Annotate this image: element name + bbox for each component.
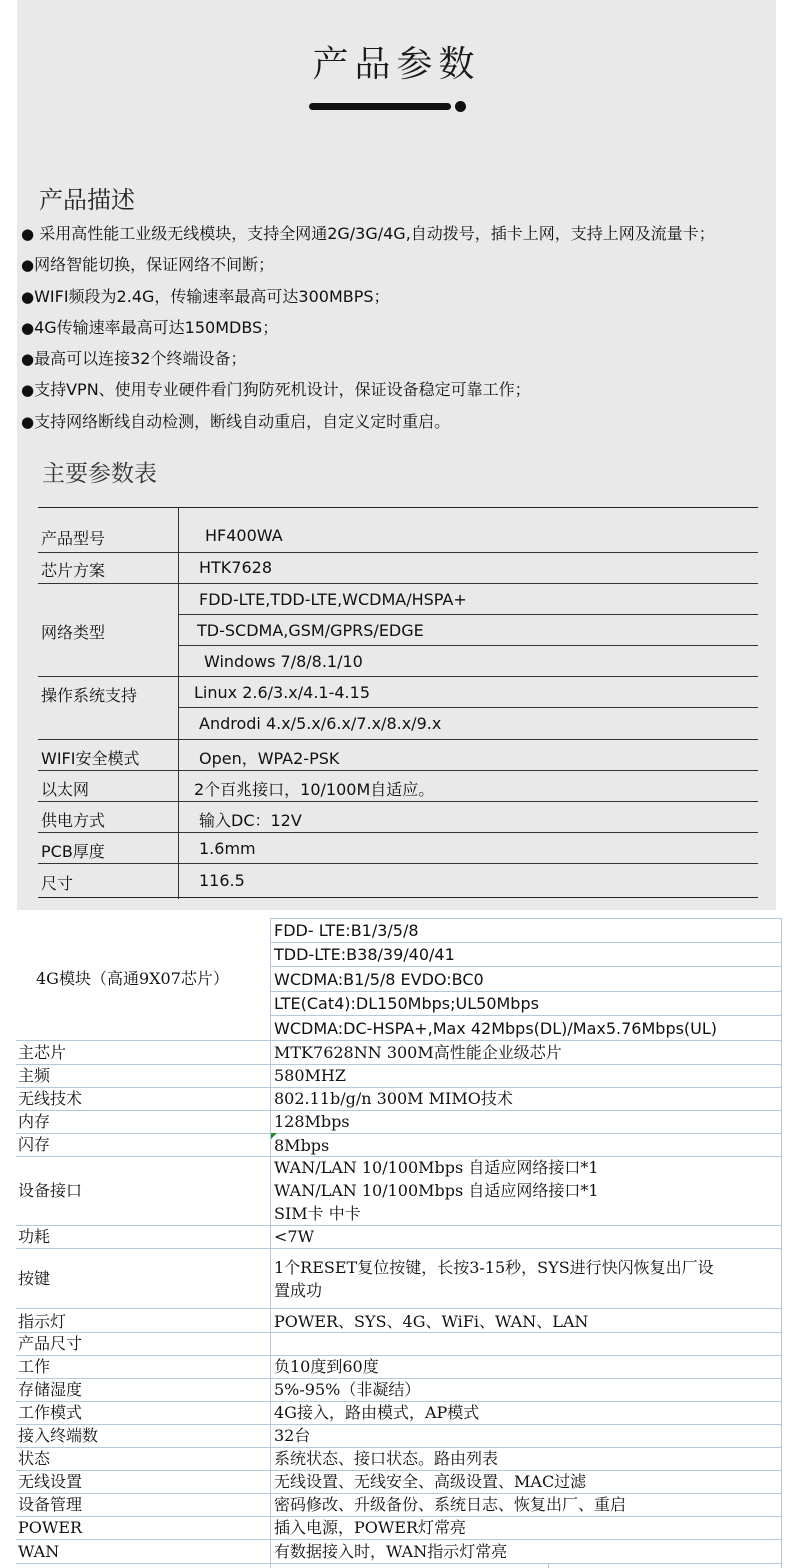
main-chip-label: 主芯片: [18, 1043, 67, 1062]
table-rule: [178, 707, 758, 708]
frequency-label: 主频: [18, 1066, 51, 1085]
bullet-icon: ●: [21, 287, 35, 306]
description-text: WIFI频段为2.4G，传输速率最高可达300MBPS；: [34, 286, 390, 306]
chip-label: 芯片方案: [41, 561, 106, 580]
led-value: POWER、SYS、4G、WiFi、WAN、LAN: [274, 1312, 589, 1331]
size-value: 116.5: [199, 871, 245, 890]
model-label: 产品型号: [41, 529, 106, 548]
led-label: 指示灯: [18, 1312, 67, 1331]
os-label: 操作系统支持: [41, 686, 138, 705]
table-rule: [38, 676, 758, 677]
ports-label: 设备接口: [18, 1181, 83, 1200]
module-value: LTE(Cat4):DL150Mbps;UL50Mbps: [274, 994, 539, 1013]
table-divider: [270, 918, 271, 1568]
description-text: 采用高性能工业级无线模块，支持全网通2G/3G/4G,自动拨号，插卡上网，支持上网及流量卡；: [39, 224, 715, 243]
chip-value: HTK7628: [199, 558, 273, 577]
params-heading: 主要参数表: [42, 461, 157, 487]
description-text: 网络智能切换，保证网络不间断；: [34, 255, 275, 275]
bullet-icon: ●: [21, 225, 35, 243]
module-value: WCDMA:DC-HSPA+,Max 42Mbps(DL)/Max5.76Mbps(UL): [274, 1019, 718, 1038]
table-divider: [781, 918, 782, 1568]
mode-value: 4G接入，路由模式，AP模式: [274, 1403, 480, 1422]
work-temp-value: 负10度到60度: [274, 1357, 379, 1376]
bullet-icon: ●: [21, 256, 35, 275]
table-rule: [16, 1064, 782, 1065]
bullet-icon: ●: [21, 318, 35, 337]
module-label: 4G模块（高通9X07芯片）: [36, 969, 229, 988]
description-list: [21, 218, 781, 437]
table-rule: [270, 1015, 782, 1016]
table-rule: [178, 645, 758, 646]
description-heading: 产品描述: [39, 186, 135, 214]
wireless-value: 802.11b/g/n 300M MIMO技术: [274, 1089, 513, 1108]
list-item: [21, 281, 781, 312]
table-rule: [38, 770, 758, 771]
wan-led-value: 有数据接入时，WAN指示灯常亮: [274, 1542, 508, 1561]
table-rule: [16, 1424, 782, 1425]
table-divider: [178, 507, 179, 899]
clients-label: 接入终端数: [18, 1426, 99, 1445]
network-label: 网络类型: [41, 623, 106, 642]
product-size-label: 产品尺寸: [18, 1334, 83, 1353]
description-text: 支持网络断线自动检测，断线自动重启，自定义定时重启。: [34, 411, 451, 431]
status-label: 状态: [18, 1449, 51, 1468]
wifi-label: WIFI安全模式: [41, 749, 140, 768]
ports-value: WAN/LAN 10/100Mbps 自适应网络接口*1: [274, 1158, 599, 1177]
table-rule: [38, 552, 758, 553]
list-item: [21, 312, 781, 343]
spec-table: [16, 918, 782, 1568]
table-rule: [270, 966, 782, 967]
table-rule: [16, 1225, 782, 1226]
wifi-settings-label: 无线设置: [18, 1472, 83, 1491]
ports-value: SIM卡 中卡: [274, 1204, 361, 1223]
ram-value: 128Mbps: [274, 1112, 350, 1131]
button-value: 1个RESET复位按键，长按3-15秒，SYS进行快闪恢复出厂设: [274, 1258, 714, 1277]
table-rule: [16, 1133, 782, 1134]
table-rule: [38, 507, 758, 508]
module-value: FDD- LTE:B1/3/5/8: [274, 921, 419, 940]
table-rule: [38, 583, 758, 584]
management-label: 设备管理: [18, 1495, 83, 1514]
title-dot: [455, 101, 466, 112]
table-rule: [38, 801, 758, 802]
table-rule: [38, 739, 758, 740]
description-text: 4G传输速率最高可达150MDBS；: [34, 317, 279, 337]
table-rule: [16, 1355, 782, 1356]
os-value: Linux 2.6/3.x/4.1-4.15: [194, 683, 370, 702]
model-value: HF400WA: [205, 526, 283, 545]
description-text: 最高可以连接32个终端设备；: [34, 349, 247, 369]
size-label: 尺寸: [41, 874, 74, 893]
main-chip-value: MTK7628NN 300M高性能企业级芯片: [274, 1043, 562, 1062]
ethernet-label: 以太网: [41, 780, 90, 799]
mode-label: 工作模式: [18, 1403, 83, 1422]
power-use-value: <7W: [274, 1227, 315, 1246]
table-rule: [16, 1110, 782, 1111]
list-item: [21, 218, 781, 249]
list-item: [21, 343, 781, 374]
ethernet-value: 2个百兆接口，10/100M自适应。: [194, 780, 435, 799]
bullet-icon: ●: [21, 381, 35, 400]
table-rule: [16, 1308, 782, 1309]
power-supply-label: 供电方式: [41, 811, 106, 830]
power-led-value: 插入电源，POWER灯常亮: [274, 1518, 467, 1537]
management-value: 密码修改、升级备份、系统日志、恢复出厂、重启: [274, 1495, 627, 1514]
os-value: Windows 7/8/8.1/10: [204, 652, 363, 671]
page-title: 产品参数: [312, 44, 481, 85]
power-use-label: 功耗: [18, 1227, 51, 1246]
table-rule: [16, 1248, 782, 1249]
humidity-label: 存储湿度: [18, 1380, 83, 1399]
clients-value: 32台: [274, 1426, 311, 1445]
wifi-value: Open，WPA2-PSK: [199, 749, 340, 768]
wireless-label: 无线技术: [18, 1089, 83, 1108]
product-parameters-panel: [17, 0, 776, 910]
bullet-icon: ●: [21, 412, 35, 431]
button-label: 按键: [18, 1269, 51, 1288]
network-value: FDD-LTE,TDD-LTE,WCDMA/HSPA+: [199, 590, 467, 609]
work-temp-label: 工作: [18, 1357, 51, 1376]
os-value: Androdi 4.x/5.x/6.x/7.x/8.x/9.x: [199, 714, 442, 733]
module-value: TDD-LTE:B38/39/40/41: [274, 945, 455, 964]
frequency-value: 580MHZ: [274, 1066, 346, 1085]
params-table: [38, 507, 758, 899]
list-item: [21, 249, 781, 280]
description-text: 支持VPN、使用专业硬件看门狗防死机设计，保证设备稳定可靠工作；: [34, 380, 531, 400]
flash-label: 闪存: [18, 1135, 51, 1154]
table-rule: [38, 863, 758, 864]
flash-value: 8Mbps: [274, 1136, 330, 1155]
power-led-label: POWER: [18, 1518, 83, 1537]
ports-value: WAN/LAN 10/100Mbps 自适应网络接口*1: [274, 1181, 599, 1200]
status-value: 系统状态、接口状态。路由列表: [274, 1449, 499, 1468]
bullet-icon: ●: [21, 350, 35, 369]
button-value: 置成功: [274, 1281, 323, 1300]
wifi-settings-value: 无线设置、无线安全、高级设置、MAC过滤: [274, 1472, 587, 1491]
table-rule: [16, 1563, 782, 1564]
list-item: [21, 374, 781, 405]
network-value: TD-SCDMA,GSM/GPRS/EDGE: [197, 621, 424, 640]
list-item: [21, 406, 781, 437]
humidity-value: 5%-95%（非凝结）: [274, 1380, 421, 1399]
table-divider: [548, 1563, 549, 1568]
power-supply-value: 输入DC：12V: [199, 811, 302, 830]
table-rule: [38, 832, 758, 833]
module-value: WCDMA:B1/5/8 EVDO:BC0: [274, 970, 484, 989]
table-rule: [38, 897, 758, 898]
wan-led-label: WAN: [18, 1542, 60, 1561]
ram-label: 内存: [18, 1112, 51, 1131]
pcb-value: 1.6mm: [199, 839, 256, 858]
pcb-label: PCB厚度: [41, 842, 105, 861]
title-underline: [309, 103, 451, 110]
table-rule: [178, 614, 758, 615]
